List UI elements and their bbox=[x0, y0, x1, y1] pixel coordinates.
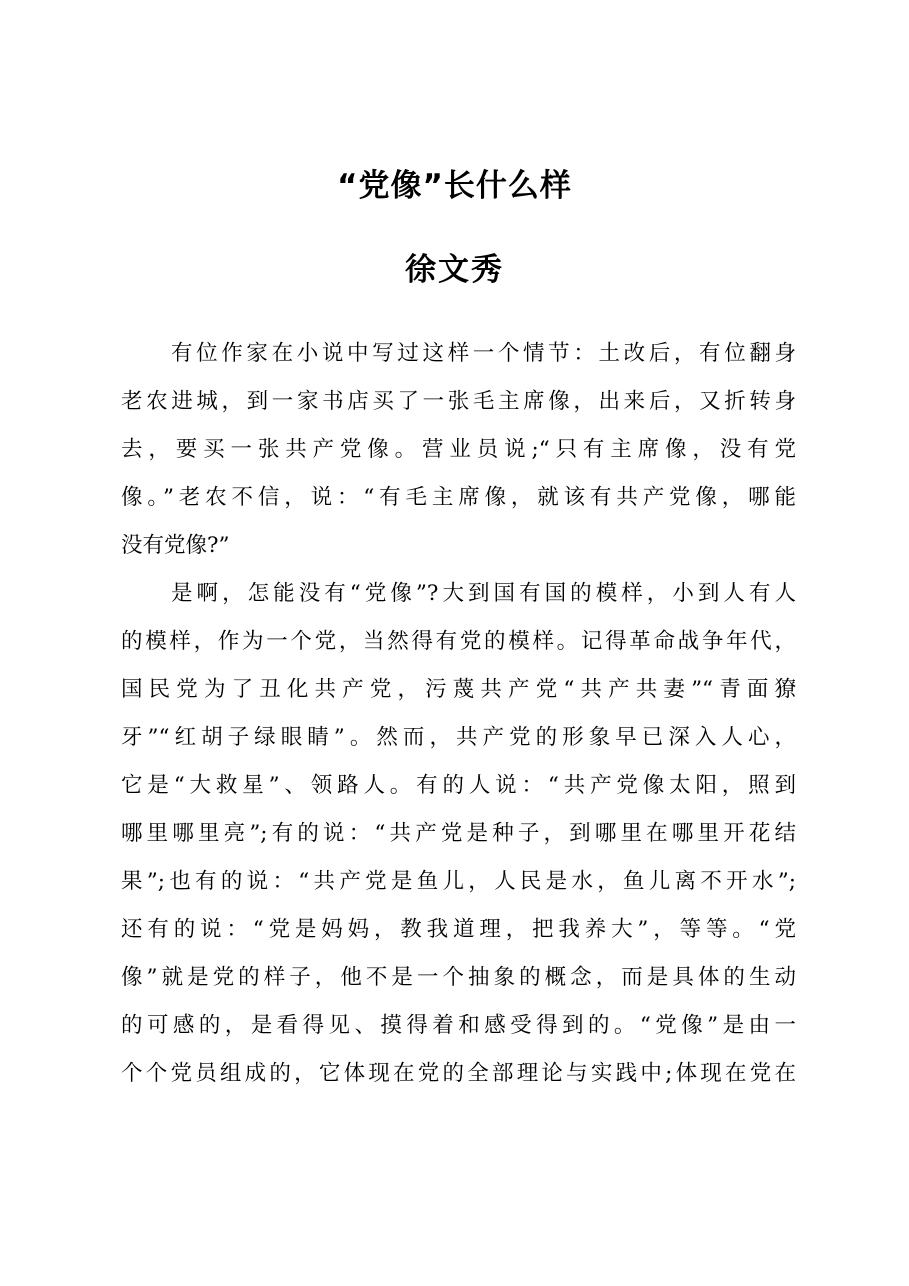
paragraph-line: 国民党为了丑化共产党，污蔑共产党“共产共妻”“青面獠 bbox=[121, 677, 796, 702]
paragraph-line: 还有的说：“党是妈妈，教我道理，把我养大”，等等。“党 bbox=[121, 917, 796, 942]
paragraph-line: 像”就是党的样子，他不是一个抽象的概念，而是具体的生动 bbox=[121, 965, 796, 990]
paragraph-line: 去，要买一张共产党像。营业员说;“只有主席像，没有党 bbox=[121, 437, 796, 462]
paragraph-line: 没有党像?” bbox=[121, 533, 230, 558]
document-title: “党像”长什么样 bbox=[337, 168, 572, 204]
paragraph-2 bbox=[121, 570, 796, 1098]
paragraph-line: 的模样，作为一个党，当然得有党的模样。记得革命战争年代， bbox=[121, 629, 796, 654]
document-body bbox=[121, 330, 796, 1098]
paragraph-line: 哪里哪里亮”;有的说：“共产党是种子，到哪里在哪里开花结 bbox=[121, 821, 796, 846]
paragraph-line: 老农进城，到一家书店买了一张毛主席像，出来后，又折转身 bbox=[121, 389, 796, 414]
paragraph-line: 它是“大救星”、领路人。有的人说：“共产党像太阳，照到 bbox=[121, 773, 796, 798]
paragraph-line: 牙”“红胡子绿眼睛”。然而，共产党的形象早已深入人心， bbox=[121, 725, 796, 750]
paragraph-1 bbox=[121, 330, 796, 570]
paragraph-line: 像。”老农不信，说：“有毛主席像，就该有共产党像，哪能 bbox=[121, 485, 796, 510]
paragraph-line: 果”;也有的说：“共产党是鱼儿，人民是水，鱼儿离不开水”; bbox=[121, 869, 796, 894]
paragraph-line: 的可感的，是看得见、摸得着和感受得到的。“党像”是由一 bbox=[121, 1013, 796, 1038]
paragraph-line: 是啊，怎能没有“党像”?大到国有国的模样，小到人有人 bbox=[171, 581, 796, 606]
document-author: 徐文秀 bbox=[405, 252, 504, 288]
paragraph-line: 有位作家在小说中写过这样一个情节：土改后，有位翻身 bbox=[171, 341, 796, 366]
paragraph-line: 个个党员组成的，它体现在党的全部理论与实践中;体现在党在 bbox=[121, 1061, 796, 1086]
